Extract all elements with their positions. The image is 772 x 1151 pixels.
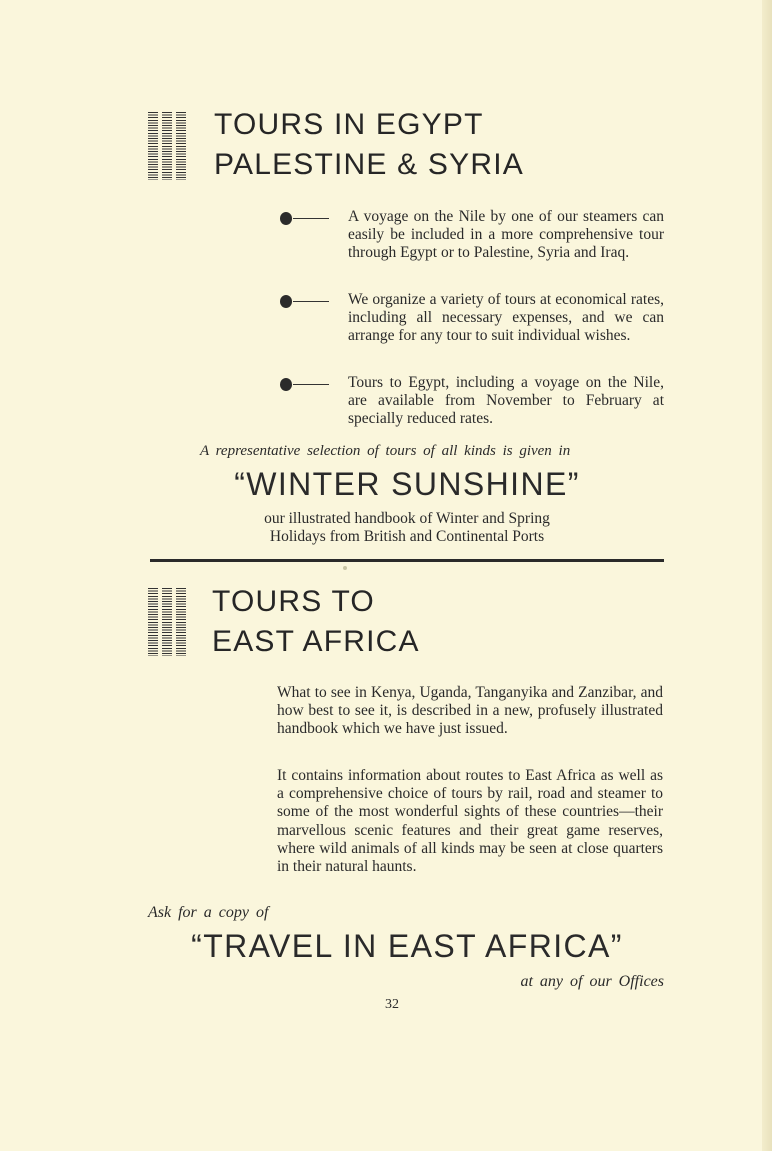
bullet-text: Tours to Egypt, including a voyage on the Nile, are available from November to February at specially reduced rates. — [348, 374, 664, 428]
page-number: 32 — [385, 997, 399, 1012]
bullet-icon — [276, 293, 346, 307]
page-edge — [762, 0, 772, 1151]
handbook-desc-line2: Holidays from British and Continental Ports — [269, 528, 545, 545]
travel-east-africa-title: “TRAVEL IN EAST AFRICA” — [191, 928, 623, 964]
bullet-icon — [276, 376, 346, 390]
divider-mark — [343, 566, 347, 570]
egypt-title-line1: TOURS IN EGYPT — [214, 108, 484, 141]
section-emblem-egypt — [148, 112, 186, 180]
bullet-text: We organize a variety of tours at economical rates, including all necessary expenses, and we can arrange for any tour to suit individual wishes. — [348, 291, 664, 345]
africa-title-line1: TOURS TO — [212, 585, 375, 618]
africa-title-line2: EAST AFRICA — [212, 625, 420, 658]
ask-note: Ask for a copy of — [148, 904, 269, 921]
africa-paragraph: It contains information about routes to East Africa as well as a comprehensive choice of tours by rail, road and steamer to some of the most wonderful sights of these countries—their marvellous scenic features and their great game reserves, where wild animals of all kinds may be seen at close quarters in their natural haunts. — [277, 767, 663, 876]
handbook-desc-line1: our illustrated handbook of Winter and Spring — [264, 510, 550, 527]
bullet-icon — [276, 210, 346, 224]
selection-note: A representative selection of tours of all kinds is given in — [200, 443, 571, 459]
africa-paragraph: What to see in Kenya, Uganda, Tanganyika and Zanzibar, and how best to see it, is described in a new, profusely illustrated handbook which we have just issued. — [277, 684, 663, 738]
egypt-title-line2: PALESTINE & SYRIA — [214, 148, 524, 181]
section-emblem-africa — [148, 588, 186, 656]
section-divider — [150, 559, 664, 562]
bullet-text: A voyage on the Nile by one of our steamers can easily be included in a more comprehensive tour through Egypt or to Palestine, Syria and Iraq. — [348, 208, 664, 262]
offices-note: at any of our Offices — [520, 973, 664, 990]
winter-sunshine-title: “WINTER SUNSHINE” — [234, 466, 580, 502]
